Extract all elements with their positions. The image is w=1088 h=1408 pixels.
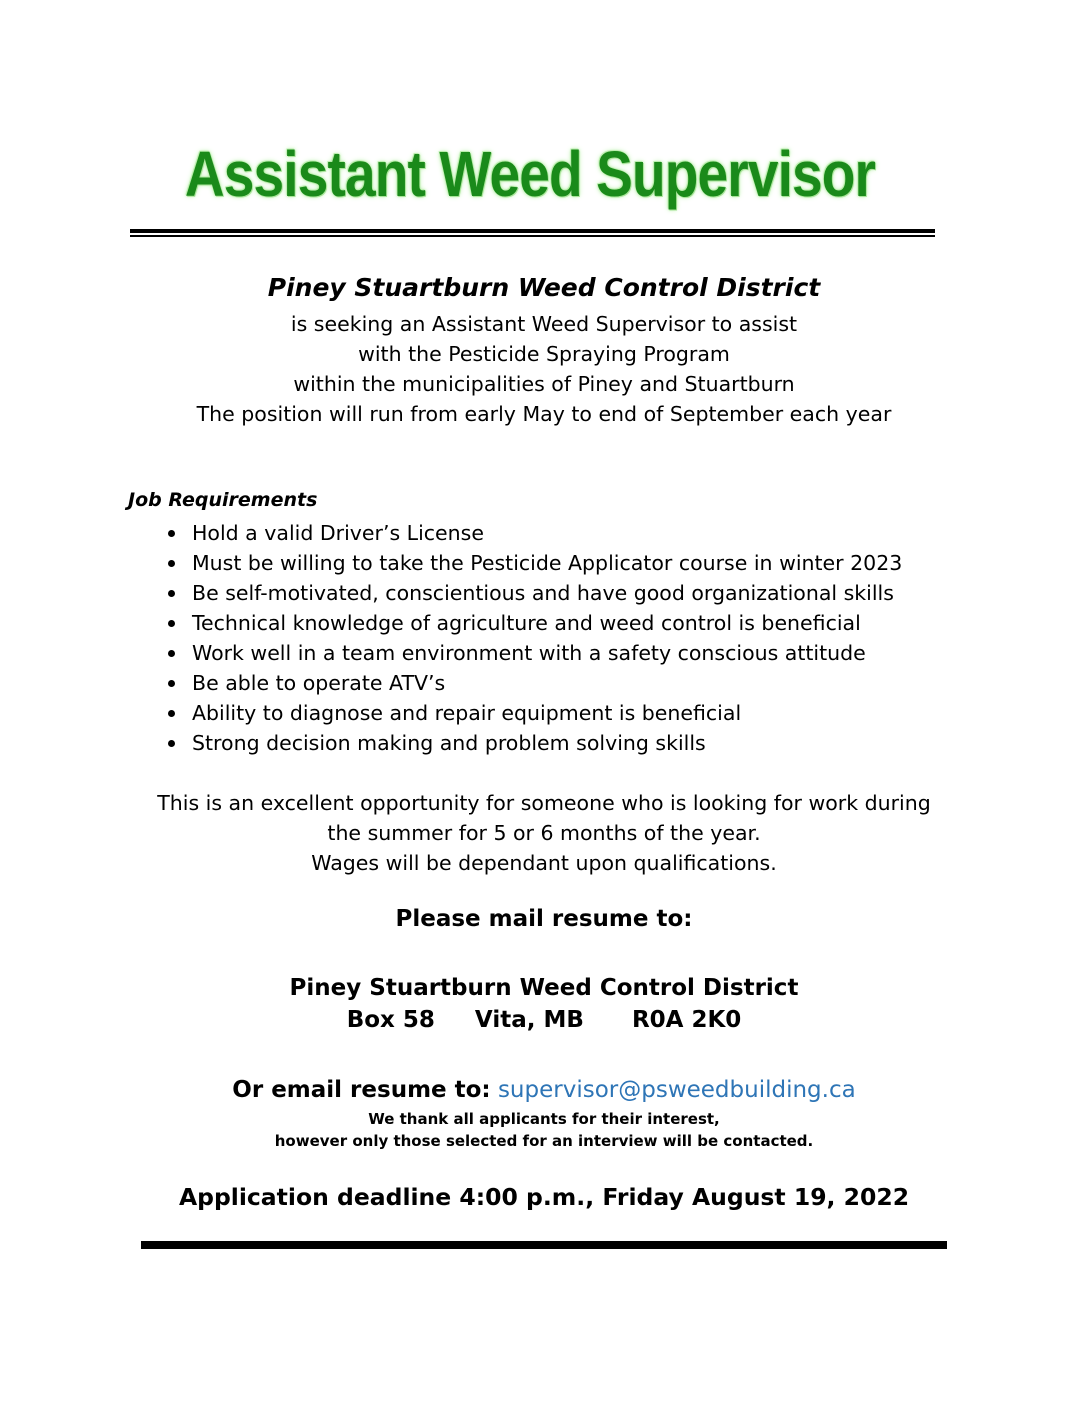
bullet-icon xyxy=(168,620,175,627)
opportunity-line: This is an excellent opportunity for someone who is looking for work during xyxy=(157,791,931,815)
requirement-text: Be self-motivated, conscientious and have good organizational skills xyxy=(192,581,894,605)
email-line xyxy=(0,1074,1088,1106)
opportunity-line: Wages will be dependant upon qualifications. xyxy=(311,851,777,875)
title-divider-thin xyxy=(130,235,935,237)
requirement-text: Must be willing to take the Pesticide Applicator course in winter 2023 xyxy=(192,551,903,575)
requirement-text: Work well in a team environment with a safety conscious attitude xyxy=(192,641,866,665)
requirements-list xyxy=(160,518,902,758)
requirement-text: Strong decision making and problem solving skills xyxy=(192,731,706,755)
bullet-icon xyxy=(168,530,175,537)
requirement-text: Technical knowledge of agriculture and weed control is beneficial xyxy=(192,611,861,635)
requirement-text: Ability to diagnose and repair equipment is beneficial xyxy=(192,701,742,725)
footer-divider xyxy=(141,1241,947,1249)
address-name: Piney Stuartburn Weed Control District xyxy=(289,975,799,1001)
email-link[interactable]: supervisor@psweedbuilding.ca xyxy=(497,1077,856,1103)
thanks-note xyxy=(0,1108,1088,1152)
intro-line: The position will run from early May to end of September each year xyxy=(196,402,892,426)
intro-line: with the Pesticide Spraying Program xyxy=(358,342,730,366)
bullet-icon xyxy=(168,740,175,747)
list-item xyxy=(160,638,902,668)
list-item xyxy=(160,668,902,698)
thanks-line: however only those selected for an interview will be contacted. xyxy=(274,1132,814,1150)
mailing-address xyxy=(0,972,1088,1036)
intro-line: within the municipalities of Piney and Stuartburn xyxy=(293,372,795,396)
page-title: Assistant Weed Supervisor xyxy=(184,138,876,210)
requirement-text: Be able to operate ATV’s xyxy=(192,671,446,695)
opportunity-line: the summer for 5 or 6 months of the year. xyxy=(327,821,761,845)
address-city: Vita, MB xyxy=(474,1007,584,1033)
address-box: Box 58 xyxy=(346,1007,435,1033)
bullet-icon xyxy=(168,710,175,717)
requirements-heading: Job Requirements xyxy=(128,489,318,511)
opportunity-paragraph xyxy=(0,788,1088,878)
list-item xyxy=(160,608,902,638)
list-item xyxy=(160,548,902,578)
address-postal: R0A 2K0 xyxy=(631,1007,742,1033)
list-item xyxy=(160,698,902,728)
bullet-icon xyxy=(168,650,175,657)
list-item xyxy=(160,728,902,758)
thanks-line: We thank all applicants for their interest, xyxy=(368,1110,720,1128)
bullet-icon xyxy=(168,680,175,687)
bullet-icon xyxy=(168,560,175,567)
email-label: Or email resume to: xyxy=(232,1077,491,1103)
organization-heading: Piney Stuartburn Weed Control District xyxy=(267,273,821,302)
requirement-text: Hold a valid Driver’s License xyxy=(192,521,484,545)
title-divider xyxy=(130,229,935,233)
mail-heading: Please mail resume to: xyxy=(395,906,693,932)
address-line xyxy=(0,1004,1088,1036)
intro-paragraph xyxy=(0,309,1088,429)
list-item xyxy=(160,518,902,548)
bullet-icon xyxy=(168,590,175,597)
intro-line: is seeking an Assistant Weed Supervisor to assist xyxy=(290,312,798,336)
list-item xyxy=(160,578,902,608)
application-deadline: Application deadline 4:00 p.m., Friday August 19, 2022 xyxy=(178,1183,910,1211)
